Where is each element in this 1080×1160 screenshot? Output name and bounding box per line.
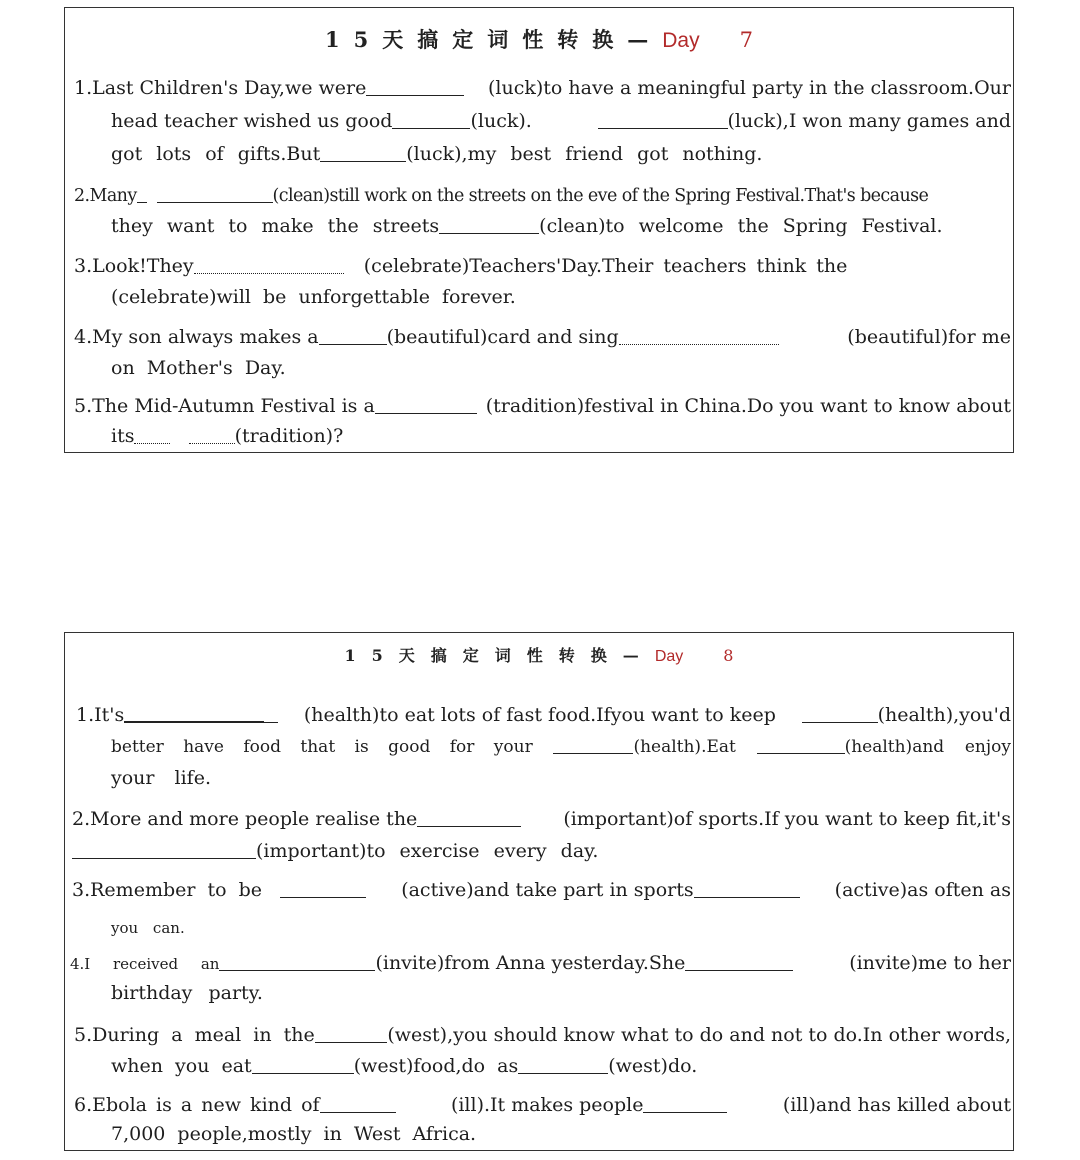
answer-blank[interactable]: [366, 77, 464, 96]
answer-blank[interactable]: [280, 879, 366, 898]
answer-blank[interactable]: [134, 425, 170, 444]
q1-text: (health),you'd: [877, 704, 1011, 726]
q5-text: (tradition)festival in China.Do you want to know about: [485, 395, 1011, 417]
question-4-line-2: [111, 356, 286, 380]
answer-blank[interactable]: [757, 735, 845, 754]
title-day: Day: [662, 29, 700, 52]
q1-text: (luck),my best friend got nothing.: [406, 143, 763, 165]
q4-text: (invite)from Anna yesterday.She: [375, 952, 686, 974]
question-4-line-1: [74, 325, 1011, 349]
answer-blank-prefix: [137, 184, 147, 203]
worksheet-day-8: [64, 632, 1014, 1151]
answer-blank[interactable]: [194, 255, 344, 274]
answer-blank[interactable]: [315, 1024, 387, 1043]
q3-text: 3.Look!They: [74, 255, 194, 277]
q3-text: you can.: [111, 919, 185, 937]
q1-text: (luck)to have a meaningful party in the classroom.Our: [488, 77, 1011, 99]
q6-text: (ill)and has killed about: [782, 1094, 1011, 1116]
answer-blank[interactable]: [685, 952, 793, 971]
answer-blank[interactable]: [189, 425, 235, 444]
q4-text: 4.My son always makes a: [74, 326, 319, 348]
q4-text: (invite)me to her: [849, 952, 1011, 974]
question-5-line-2: [111, 424, 343, 448]
answer-blank[interactable]: [598, 110, 728, 129]
q5-text: its: [111, 425, 135, 447]
answer-blank[interactable]: [320, 143, 406, 162]
worksheet-day-7: [64, 7, 1014, 453]
answer-blank[interactable]: [319, 326, 387, 345]
question-3-line-1: [72, 878, 1011, 902]
answer-blank[interactable]: [219, 952, 375, 971]
q6-text: 7,000 people,mostly in West Africa.: [111, 1123, 477, 1145]
question-4-line-2: [111, 981, 263, 1005]
question-1-line-3: [111, 142, 762, 166]
q2-text: (important)of sports.If you want to keep fit,it's: [563, 808, 1011, 830]
q1-text: head teacher wished us good: [111, 110, 393, 132]
question-5-line-1: [74, 1023, 1011, 1047]
q4-text: birthday party.: [111, 982, 263, 1004]
q2-text: (clean)still work on the streets on the eve of the Spring Festival.That's because: [272, 186, 929, 206]
worksheet-title: [65, 24, 1013, 54]
q3-text: (active)and take part in sports: [401, 879, 694, 901]
title-chinese: 15天搞定词性转换—: [325, 27, 663, 52]
question-1-line-2: [111, 109, 1011, 133]
q1-text: (health)to eat lots of fast food.Ifyou want to keep: [303, 704, 776, 726]
q2-text: (important)to exercise every day.: [256, 840, 599, 862]
question-2-line-2: [111, 214, 943, 238]
answer-blank[interactable]: [417, 808, 521, 827]
q4-text: (beautiful)card and sing: [386, 326, 619, 348]
q6-text: (ill).It makes people: [450, 1094, 644, 1116]
q1-text: better have food that is good for your: [111, 737, 533, 757]
q1-text: 1.Last Children's Day,we were: [74, 77, 367, 99]
q1-text: (luck),I won many games and: [727, 110, 1011, 132]
q4-text: on Mother's Day.: [111, 357, 286, 379]
q1-text: your life.: [111, 767, 212, 789]
q4-text: (beautiful)for me: [847, 326, 1011, 348]
answer-blank[interactable]: [694, 879, 800, 898]
question-6-line-2: [111, 1122, 476, 1146]
q2-text: (clean)to welcome the Spring Festival.: [539, 215, 943, 237]
q5-text: (west),you should know what to do and not to do.In other words,: [387, 1024, 1011, 1046]
question-3-line-2: [111, 916, 185, 940]
answer-blank[interactable]: [72, 840, 256, 859]
question-1-line-2: [111, 735, 1011, 759]
q5-text: 5.During a meal in the: [74, 1024, 315, 1046]
q3-text: (celebrate)will be unforgettable forever.: [111, 286, 516, 308]
q1-text: (health).Eat: [633, 737, 736, 757]
title-day-number: 8: [723, 646, 734, 665]
question-1-line-3: [111, 766, 211, 790]
q1-text: enjoy: [964, 737, 1011, 757]
question-3-line-1: [74, 254, 847, 278]
question-4-line-1: [70, 951, 1011, 976]
q1-text: (luck).: [470, 110, 532, 132]
answer-blank[interactable]: [553, 735, 633, 754]
title-chinese: 15天搞定词性转换—: [344, 646, 655, 665]
q1-text: 1.It's: [76, 704, 125, 726]
answer-blank[interactable]: [392, 110, 470, 129]
q5-text: (west)do.: [608, 1055, 698, 1077]
q4-text: 4.I received an: [70, 955, 220, 973]
q3-text: (celebrate)Teachers'Day.Their teachers think the: [363, 255, 848, 277]
q3-text: (active)as often as: [834, 879, 1011, 901]
q6-text: 6.Ebola is a new kind of: [74, 1094, 320, 1116]
question-6-line-1: [74, 1093, 1011, 1117]
question-2-line-1: [72, 807, 1011, 831]
answer-blank-suffix: [264, 704, 278, 723]
answer-blank[interactable]: [320, 1094, 396, 1113]
title-day: Day: [654, 648, 684, 665]
question-1-line-1: [76, 703, 1011, 727]
question-5-line-1: [74, 394, 1011, 418]
answer-blank[interactable]: [157, 184, 273, 203]
q5-text: (tradition)?: [234, 425, 344, 447]
question-2-line-1: [74, 184, 1011, 208]
q5-text: 5.The Mid-Autumn Festival is a: [74, 395, 375, 417]
q2-text: 2.Many: [74, 186, 137, 206]
answer-blank[interactable]: [439, 215, 539, 234]
question-1-line-1: [74, 76, 1011, 100]
answer-blank[interactable]: [802, 704, 878, 723]
answer-blank[interactable]: [619, 326, 779, 345]
answer-blank[interactable]: [375, 395, 477, 414]
q1-text: (health)and: [844, 737, 945, 757]
question-3-line-2: [111, 285, 516, 309]
answer-blank[interactable]: [124, 703, 264, 723]
answer-blank[interactable]: [643, 1094, 727, 1113]
answer-blank[interactable]: [252, 1055, 354, 1074]
worksheet-title: [65, 643, 1013, 666]
answer-blank[interactable]: [518, 1055, 608, 1074]
question-5-line-2: [111, 1054, 697, 1078]
q5-text: (west)food,do as: [353, 1055, 519, 1077]
question-2-line-2: [72, 839, 598, 863]
q2-text: they want to make the streets: [111, 215, 440, 237]
q5-text: when you eat: [111, 1055, 252, 1077]
q3-text: 3.Remember to be: [72, 879, 263, 901]
q2-text: 2.More and more people realise the: [72, 808, 418, 830]
q1-text: got lots of gifts.But: [111, 143, 321, 165]
title-day-number: 7: [739, 28, 753, 52]
